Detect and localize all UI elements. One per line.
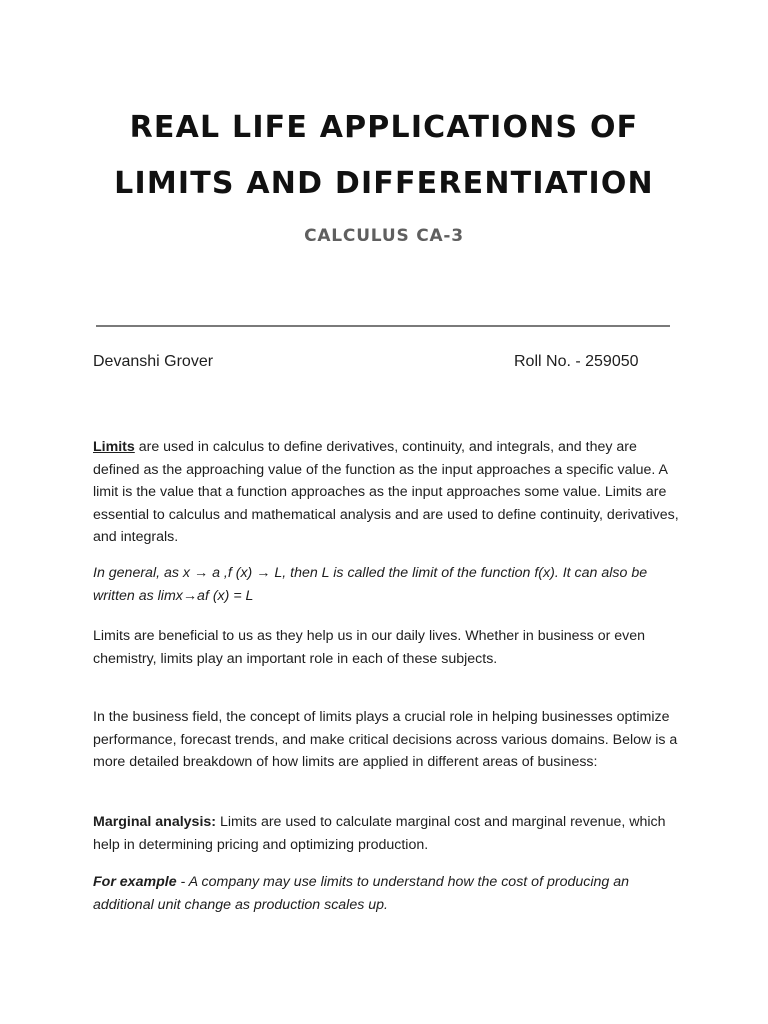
paragraph-business-field: In the business field, the concept of limits plays a crucial role in helping businesses optimize performance, forecast trends, and make critical decisions across various domains. Below is a more detailed breakdown of how limits are applied in different areas of business: [93,709,678,770]
horizontal-divider [96,325,670,327]
document-subtitle: CALCULUS CA-3 [304,226,464,246]
term-limits: Limits [93,439,135,455]
paragraph-text: - A company may use limits to understand how the cost of producing an additional unit change as production scales up. [93,874,629,913]
paragraph-example [93,871,683,916]
paragraph-text: are used in calculus to define derivatives, continuity, and integrals, and they are defined as the approaching value of the function as the input approaches a specific value. A limit is the value that a function approaches as the input approaches some value. Limits are essential to calculus and mathematical analysis and are used to define continuity, derivatives, and integrals. [93,439,679,545]
author-name: Devanshi Grover [93,353,214,370]
paragraph-text: Limits are used to calculate marginal cost and marginal revenue, which help in determining pricing and optimizing production. [93,814,666,853]
roll-number: Roll No. - 259050 [514,353,639,370]
term-for-example: For example [93,874,177,890]
paragraph-marginal-analysis [93,811,683,856]
term-marginal-analysis: Marginal analysis: [93,814,217,830]
title-line-2: LIMITS AND DIFFERENTIATION [114,166,654,201]
paragraph-limits-definition [93,436,683,549]
title-line-1: REAL LIFE APPLICATIONS OF [129,110,639,145]
document-title [0,100,768,212]
paragraph-limit-notation: In general, as x → a ,f (x) → L, then L is called the limit of the function f(x). It can also be written as limx→af (x) = L [93,565,648,604]
paragraph-limits-benefits: Limits are beneficial to us as they help us in our daily lives. Whether in business or even chemistry, limits play an important role in each of these subjects. [93,628,646,667]
